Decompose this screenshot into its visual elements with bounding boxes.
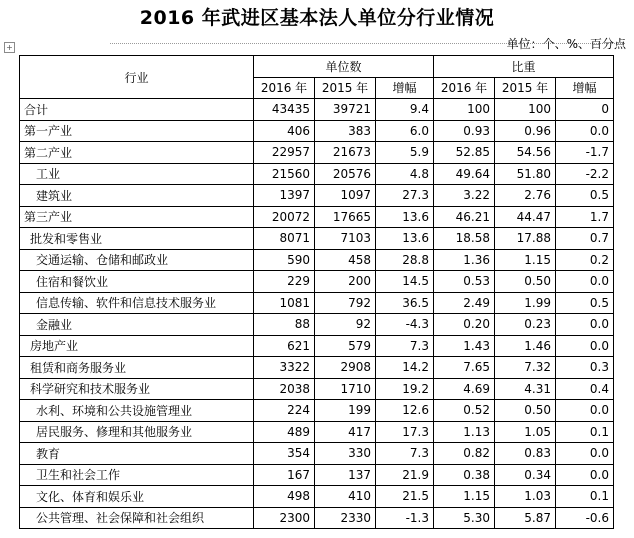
count-2015-cell: 383 bbox=[315, 120, 376, 142]
header-share-2016: 2016 年 bbox=[434, 77, 495, 99]
share-2016-cell: 7.65 bbox=[434, 357, 495, 379]
header-industry: 行业 bbox=[20, 56, 254, 99]
share-growth-cell: 0.5 bbox=[556, 292, 614, 314]
count-growth-cell: 28.8 bbox=[376, 249, 434, 271]
share-growth-cell: 0.0 bbox=[556, 314, 614, 336]
industry-name-cell: 住宿和餐饮业 bbox=[20, 271, 254, 293]
share-growth-cell: 0.2 bbox=[556, 249, 614, 271]
count-2015-cell: 92 bbox=[315, 314, 376, 336]
industry-name-cell: 信息传输、软件和信息技术服务业 bbox=[20, 292, 254, 314]
table-move-handle-icon[interactable]: + bbox=[4, 42, 15, 53]
table-row bbox=[20, 486, 614, 508]
count-growth-cell: 7.3 bbox=[376, 335, 434, 357]
share-2016-cell: 0.82 bbox=[434, 443, 495, 465]
share-2016-cell: 5.30 bbox=[434, 507, 495, 529]
count-2016-cell: 3322 bbox=[254, 357, 315, 379]
share-2015-cell: 17.88 bbox=[495, 228, 556, 250]
industry-name-cell: 租赁和商务服务业 bbox=[20, 357, 254, 379]
share-2015-cell: 4.31 bbox=[495, 378, 556, 400]
count-2016-cell: 354 bbox=[254, 443, 315, 465]
share-2016-cell: 3.22 bbox=[434, 185, 495, 207]
table-row bbox=[20, 507, 614, 529]
share-growth-cell: -1.7 bbox=[556, 142, 614, 164]
share-2016-cell: 0.52 bbox=[434, 400, 495, 422]
share-2015-cell: 44.47 bbox=[495, 206, 556, 228]
count-2015-cell: 39721 bbox=[315, 99, 376, 121]
table-row bbox=[20, 421, 614, 443]
industry-name-cell: 公共管理、社会保障和社会组织 bbox=[20, 507, 254, 529]
count-2016-cell: 224 bbox=[254, 400, 315, 422]
count-2016-cell: 229 bbox=[254, 271, 315, 293]
industry-name-cell: 批发和零售业 bbox=[20, 228, 254, 250]
table-row bbox=[20, 464, 614, 486]
industry-name-cell: 水利、环境和公共设施管理业 bbox=[20, 400, 254, 422]
share-2015-cell: 51.80 bbox=[495, 163, 556, 185]
share-growth-cell: 0.7 bbox=[556, 228, 614, 250]
share-growth-cell: 0.1 bbox=[556, 486, 614, 508]
count-2016-cell: 590 bbox=[254, 249, 315, 271]
share-2015-cell: 0.96 bbox=[495, 120, 556, 142]
industry-name-cell: 科学研究和技术服务业 bbox=[20, 378, 254, 400]
share-2015-cell: 0.50 bbox=[495, 400, 556, 422]
count-2015-cell: 1097 bbox=[315, 185, 376, 207]
industry-name-cell: 合计 bbox=[20, 99, 254, 121]
table-row bbox=[20, 185, 614, 207]
share-2016-cell: 1.36 bbox=[434, 249, 495, 271]
table-row bbox=[20, 271, 614, 293]
industry-name-cell: 居民服务、修理和其他服务业 bbox=[20, 421, 254, 443]
header-count-2016: 2016 年 bbox=[254, 77, 315, 99]
share-2016-cell: 1.13 bbox=[434, 421, 495, 443]
industry-name-cell: 建筑业 bbox=[20, 185, 254, 207]
table-row bbox=[20, 292, 614, 314]
share-growth-cell: 0.0 bbox=[556, 443, 614, 465]
table-row bbox=[20, 357, 614, 379]
count-2016-cell: 621 bbox=[254, 335, 315, 357]
count-2015-cell: 21673 bbox=[315, 142, 376, 164]
count-2015-cell: 579 bbox=[315, 335, 376, 357]
share-2016-cell: 2.49 bbox=[434, 292, 495, 314]
share-2015-cell: 2.76 bbox=[495, 185, 556, 207]
count-2016-cell: 8071 bbox=[254, 228, 315, 250]
share-2016-cell: 4.69 bbox=[434, 378, 495, 400]
count-2016-cell: 21560 bbox=[254, 163, 315, 185]
table-row bbox=[20, 335, 614, 357]
share-growth-cell: -2.2 bbox=[556, 163, 614, 185]
count-2015-cell: 792 bbox=[315, 292, 376, 314]
count-growth-cell: 19.2 bbox=[376, 378, 434, 400]
count-2015-cell: 1710 bbox=[315, 378, 376, 400]
header-share: 比重 bbox=[434, 56, 614, 78]
count-growth-cell: 36.5 bbox=[376, 292, 434, 314]
share-2016-cell: 0.38 bbox=[434, 464, 495, 486]
share-growth-cell: 0.1 bbox=[556, 421, 614, 443]
count-2015-cell: 458 bbox=[315, 249, 376, 271]
count-2016-cell: 1397 bbox=[254, 185, 315, 207]
share-2016-cell: 18.58 bbox=[434, 228, 495, 250]
industry-name-cell: 卫生和社会工作 bbox=[20, 464, 254, 486]
count-2016-cell: 2300 bbox=[254, 507, 315, 529]
count-2016-cell: 167 bbox=[254, 464, 315, 486]
share-2015-cell: 1.46 bbox=[495, 335, 556, 357]
count-2015-cell: 17665 bbox=[315, 206, 376, 228]
share-growth-cell: 0.4 bbox=[556, 378, 614, 400]
header-share-growth: 增幅 bbox=[556, 77, 614, 99]
share-2015-cell: 0.50 bbox=[495, 271, 556, 293]
table-body bbox=[20, 99, 614, 529]
count-growth-cell: 17.3 bbox=[376, 421, 434, 443]
share-growth-cell: -0.6 bbox=[556, 507, 614, 529]
industry-name-cell: 文化、体育和娱乐业 bbox=[20, 486, 254, 508]
industry-name-cell: 第三产业 bbox=[20, 206, 254, 228]
industry-name-cell: 交通运输、仓储和邮政业 bbox=[20, 249, 254, 271]
count-2015-cell: 330 bbox=[315, 443, 376, 465]
count-growth-cell: 6.0 bbox=[376, 120, 434, 142]
share-growth-cell: 1.7 bbox=[556, 206, 614, 228]
share-2015-cell: 1.03 bbox=[495, 486, 556, 508]
share-2015-cell: 1.15 bbox=[495, 249, 556, 271]
share-2015-cell: 1.99 bbox=[495, 292, 556, 314]
count-growth-cell: 14.2 bbox=[376, 357, 434, 379]
header-count-growth: 增幅 bbox=[376, 77, 434, 99]
count-2016-cell: 20072 bbox=[254, 206, 315, 228]
count-growth-cell: 27.3 bbox=[376, 185, 434, 207]
share-growth-cell: 0.0 bbox=[556, 335, 614, 357]
table-row bbox=[20, 206, 614, 228]
count-growth-cell: 4.8 bbox=[376, 163, 434, 185]
table-row bbox=[20, 314, 614, 336]
count-2015-cell: 2908 bbox=[315, 357, 376, 379]
header-unit-count: 单位数 bbox=[254, 56, 434, 78]
count-growth-cell: -1.3 bbox=[376, 507, 434, 529]
industry-name-cell: 教育 bbox=[20, 443, 254, 465]
share-growth-cell: 0.0 bbox=[556, 120, 614, 142]
count-2016-cell: 1081 bbox=[254, 292, 315, 314]
share-growth-cell: 0.0 bbox=[556, 400, 614, 422]
share-2015-cell: 0.83 bbox=[495, 443, 556, 465]
table-row bbox=[20, 228, 614, 250]
header-count-2015: 2015 年 bbox=[315, 77, 376, 99]
count-growth-cell: 7.3 bbox=[376, 443, 434, 465]
share-growth-cell: 0 bbox=[556, 99, 614, 121]
count-2015-cell: 417 bbox=[315, 421, 376, 443]
share-growth-cell: 0.3 bbox=[556, 357, 614, 379]
industry-name-cell: 第二产业 bbox=[20, 142, 254, 164]
count-growth-cell: 14.5 bbox=[376, 271, 434, 293]
share-growth-cell: 0.0 bbox=[556, 271, 614, 293]
count-2015-cell: 7103 bbox=[315, 228, 376, 250]
share-2015-cell: 100 bbox=[495, 99, 556, 121]
table-row bbox=[20, 120, 614, 142]
count-2015-cell: 200 bbox=[315, 271, 376, 293]
share-2015-cell: 5.87 bbox=[495, 507, 556, 529]
share-2016-cell: 49.64 bbox=[434, 163, 495, 185]
industry-name-cell: 金融业 bbox=[20, 314, 254, 336]
count-2016-cell: 43435 bbox=[254, 99, 315, 121]
share-2016-cell: 0.93 bbox=[434, 120, 495, 142]
industry-name-cell: 第一产业 bbox=[20, 120, 254, 142]
count-2015-cell: 410 bbox=[315, 486, 376, 508]
table-row bbox=[20, 443, 614, 465]
share-2015-cell: 0.34 bbox=[495, 464, 556, 486]
count-growth-cell: 9.4 bbox=[376, 99, 434, 121]
share-2016-cell: 1.15 bbox=[434, 486, 495, 508]
header-share-2015: 2015 年 bbox=[495, 77, 556, 99]
share-2016-cell: 46.21 bbox=[434, 206, 495, 228]
unit-note: 单位：个、%、百分点 bbox=[506, 37, 626, 51]
industry-table bbox=[19, 55, 614, 529]
count-2015-cell: 137 bbox=[315, 464, 376, 486]
table-title: 2016 年武进区基本法人单位分行业情况 bbox=[139, 7, 495, 29]
count-2016-cell: 88 bbox=[254, 314, 315, 336]
count-growth-cell: 12.6 bbox=[376, 400, 434, 422]
count-2016-cell: 2038 bbox=[254, 378, 315, 400]
share-2016-cell: 100 bbox=[434, 99, 495, 121]
count-2016-cell: 406 bbox=[254, 120, 315, 142]
table-row bbox=[20, 378, 614, 400]
table-row bbox=[20, 249, 614, 271]
share-growth-cell: 0.5 bbox=[556, 185, 614, 207]
count-growth-cell: 13.6 bbox=[376, 206, 434, 228]
count-2015-cell: 20576 bbox=[315, 163, 376, 185]
share-2015-cell: 54.56 bbox=[495, 142, 556, 164]
table-row bbox=[20, 163, 614, 185]
share-2016-cell: 0.53 bbox=[434, 271, 495, 293]
count-2016-cell: 489 bbox=[254, 421, 315, 443]
count-growth-cell: 21.5 bbox=[376, 486, 434, 508]
count-growth-cell: 13.6 bbox=[376, 228, 434, 250]
count-2015-cell: 199 bbox=[315, 400, 376, 422]
share-growth-cell: 0.0 bbox=[556, 464, 614, 486]
share-2015-cell: 7.32 bbox=[495, 357, 556, 379]
count-growth-cell: 21.9 bbox=[376, 464, 434, 486]
share-2016-cell: 52.85 bbox=[434, 142, 495, 164]
count-growth-cell: -4.3 bbox=[376, 314, 434, 336]
table-row bbox=[20, 99, 614, 121]
share-2016-cell: 1.43 bbox=[434, 335, 495, 357]
share-2015-cell: 0.23 bbox=[495, 314, 556, 336]
count-2016-cell: 498 bbox=[254, 486, 315, 508]
count-2015-cell: 2330 bbox=[315, 507, 376, 529]
count-growth-cell: 5.9 bbox=[376, 142, 434, 164]
industry-name-cell: 房地产业 bbox=[20, 335, 254, 357]
table-row bbox=[20, 400, 614, 422]
count-2016-cell: 22957 bbox=[254, 142, 315, 164]
industry-name-cell: 工业 bbox=[20, 163, 254, 185]
share-2016-cell: 0.20 bbox=[434, 314, 495, 336]
share-2015-cell: 1.05 bbox=[495, 421, 556, 443]
table-row bbox=[20, 142, 614, 164]
